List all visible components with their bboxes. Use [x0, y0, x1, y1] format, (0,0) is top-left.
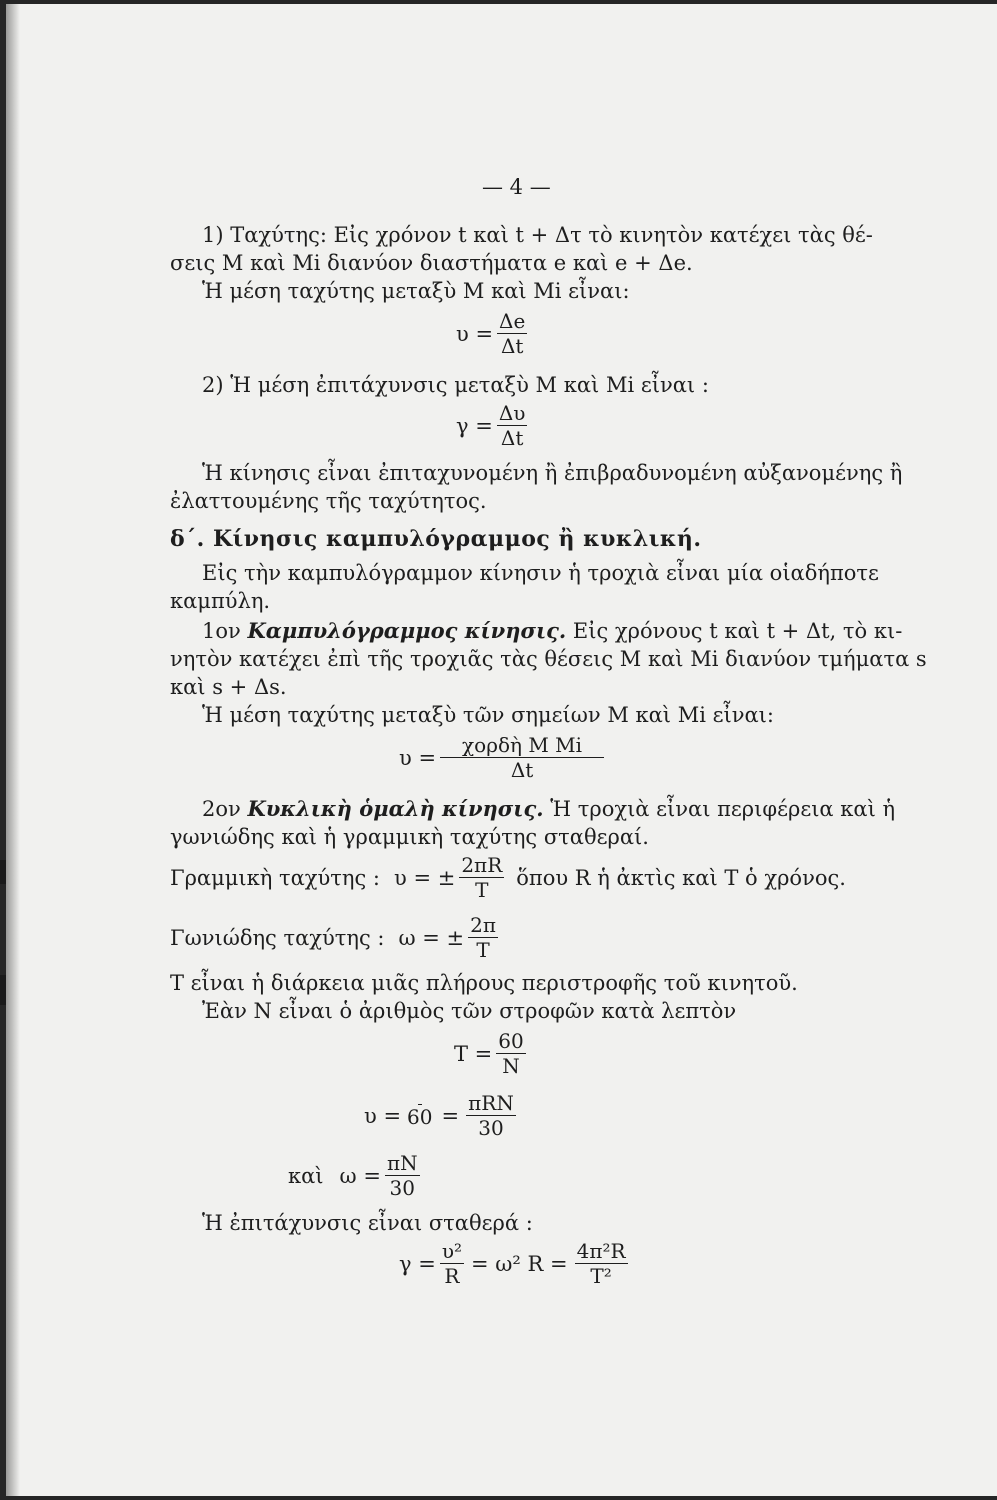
eq-sign: =: [441, 1103, 460, 1128]
fraction: [496, 1030, 525, 1077]
text-line: Ἡ κίνησις εἶναι ἐπιταχυνομένη ἢ ἐπιβραδυνομένη αὐξανομένης ἢ: [202, 461, 903, 485]
item-title: Κυκλικὴ ὁμαλὴ κίνησις.: [247, 796, 544, 821]
denominator: Δt: [500, 334, 524, 358]
eq-prefix: καὶ: [288, 1163, 324, 1188]
denominator: 60: [407, 1105, 433, 1129]
fraction: [468, 914, 498, 961]
numerator: πN: [386, 1151, 418, 1175]
fraction: [497, 310, 527, 357]
fraction: [385, 1152, 420, 1199]
text-line: νητὸν κατέχει ἐπὶ τῆς τροχιᾶς τὰς θέσεις M καὶ Mi διανύον τμήματα s: [170, 647, 927, 671]
eq-label: Γωνιώδης ταχύτης :: [170, 925, 385, 950]
numerator: Δe: [499, 309, 526, 333]
item-number: 1ον: [202, 619, 248, 643]
denominator: T: [475, 878, 489, 902]
fraction: [497, 402, 528, 449]
fraction: [440, 1240, 464, 1287]
item-title: Καμπυλόγραμμος κίνησις.: [247, 618, 567, 643]
denominator: T: [476, 938, 490, 962]
eq-lhs: γ =: [456, 413, 493, 438]
eq-lhs: γ =: [399, 1251, 436, 1276]
eq-label: Γραμμικὴ ταχύτης :: [170, 865, 381, 890]
eq-lhs: ω = ±: [398, 925, 465, 950]
text-line: Ἡ μέση ταχύτης μεταξὺ τῶν σημείων M καὶ Mi εἶναι:: [202, 703, 774, 727]
denominator: 30: [478, 1116, 504, 1140]
text-line: Εἰς τὴν καμπυλόγραμμον κίνησιν ἡ τροχιὰ εἶναι μία οἱαδήποτε: [202, 561, 879, 585]
numerator: πRN: [468, 1091, 514, 1115]
item-text: Εἰς χρόνους t καὶ t + Δt, τὸ κι-: [566, 619, 903, 643]
eq-lhs: υ =: [399, 745, 437, 770]
item-text: Ἡ τροχιὰ εἶναι περιφέρεια καὶ ἡ: [543, 797, 896, 821]
denominator: Δt: [500, 426, 524, 450]
text-line: καὶ s + Δs.: [170, 675, 287, 699]
fraction: [575, 1240, 628, 1287]
text-line: ἐλαττουμένης τῆς ταχύτητος.: [170, 489, 487, 513]
numerator: Δυ: [498, 401, 526, 425]
numerator: 2πR: [461, 853, 503, 877]
numerator: 60: [498, 1029, 524, 1053]
eq-lhs: T =: [454, 1041, 493, 1066]
eq-lhs: υ = ±: [394, 865, 456, 890]
equation-angular-velocity: [170, 914, 502, 961]
eq-note: ὅπου R ἡ ἀκτὶς καὶ T ὁ χρόνος.: [516, 865, 846, 890]
text-line: [202, 618, 902, 644]
page-edge-shadow: [6, 4, 20, 1496]
equation-chord-velocity: [399, 734, 608, 781]
text-line: καμπύλη.: [170, 589, 271, 613]
equation-average-velocity: [456, 310, 531, 357]
equation-acceleration: [399, 1240, 632, 1287]
denominator: N: [502, 1054, 520, 1078]
document-page: [6, 4, 997, 1496]
numerator: 2π: [470, 913, 497, 937]
numerator: χορδὴ M Mi: [440, 734, 604, 758]
section-heading: δ΄. Κίνησις καμπυλόγραμμος ἢ κυκλική.: [170, 526, 702, 552]
text-line: 1) Ταχύτης: Εἰς χρόνον t καὶ t + Δτ τὸ κινητὸν κατέχει τὰς θέ-: [202, 223, 873, 247]
eq-lhs: ω =: [339, 1163, 381, 1188]
eq-middle: = ω² R =: [471, 1251, 568, 1276]
text-line: Ἡ ἐπιτάχυνσις εἶναι σταθερά :: [202, 1211, 533, 1235]
fraction: [466, 1092, 516, 1139]
scan-edge-mark: [0, 975, 6, 1005]
eq-lhs: υ =: [456, 321, 494, 346]
denominator: R: [444, 1264, 460, 1288]
equation-omega-rpm: [288, 1152, 424, 1199]
fraction: [440, 734, 604, 781]
scan-edge-mark: [0, 860, 6, 884]
text-line: Ἐὰν N εἶναι ὁ ἀριθμὸς τῶν στροφῶν κατὰ λεπτὸν: [202, 999, 737, 1023]
text-line: σεις M καὶ Mi διανύον διαστήματα e καὶ e + Δe.: [170, 251, 693, 275]
denominator: Δt: [510, 758, 534, 782]
text-line: γωνιώδης καὶ ἡ γραμμικὴ ταχύτης σταθεραί.: [170, 825, 649, 849]
denominator: T²: [590, 1264, 612, 1288]
equation-velocity-rpm: [364, 1092, 520, 1139]
eq-lhs: υ =: [364, 1103, 402, 1128]
fraction: [459, 854, 504, 901]
text-line: 2) Ἡ μέση ἐπιτάχυνσις μεταξὺ M καὶ Mi εἶναι :: [202, 373, 709, 397]
numerator: 4π²R: [576, 1239, 626, 1263]
equation-average-acceleration: [456, 402, 531, 449]
text-line: [202, 796, 895, 822]
denominator: 30: [389, 1176, 415, 1200]
equation-period: [454, 1030, 530, 1077]
equation-linear-velocity: [170, 854, 846, 901]
numerator: υ²: [441, 1239, 463, 1263]
item-number: 2ον: [202, 797, 248, 821]
text-line: T εἶναι ἡ διάρκεια μιᾶς πλήρους περιστροφῆς τοῦ κινητοῦ.: [170, 971, 798, 995]
fraction: [405, 1103, 434, 1128]
text-line: Ἡ μέση ταχύτης μεταξὺ M καὶ Mi εἶναι:: [202, 279, 630, 303]
page-number: — 4 —: [482, 175, 551, 199]
